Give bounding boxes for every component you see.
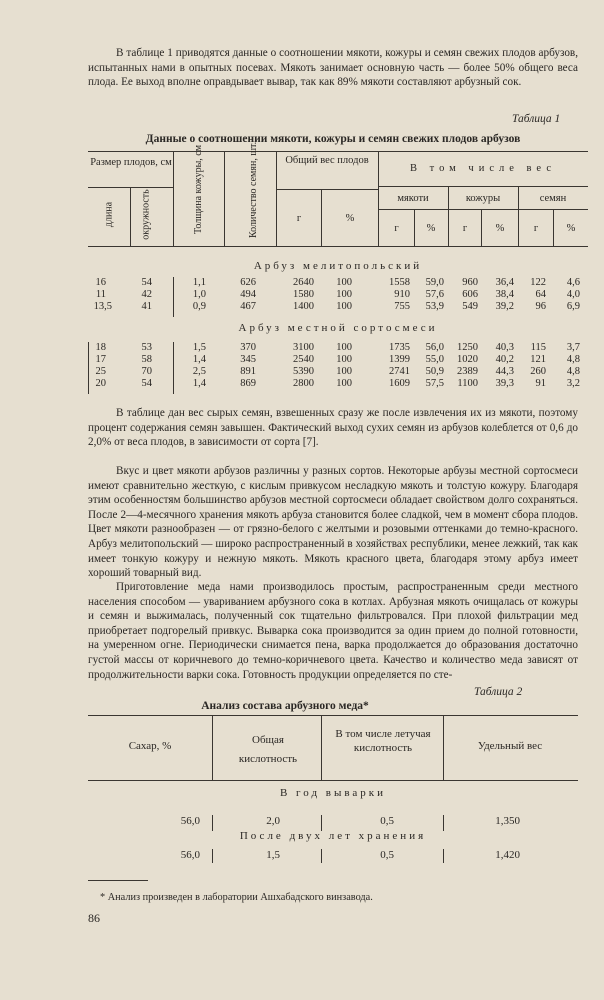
table-row: 20 54 1,4 869 2800 100 1609 57,5 1100 39,3 91 3,2 (95, 378, 580, 389)
table-row: 17 58 1,4 345 2540 100 1399 55,0 1020 40,2 121 4,8 (95, 354, 580, 365)
page-number: 86 (88, 911, 100, 925)
table-row: 13,5 41 0,9 467 1400 100 755 53,9 549 39,2 96 6,9 (93, 301, 580, 312)
table2-header-rule (88, 780, 578, 781)
table1 (88, 141, 588, 392)
table1-header-rule (88, 246, 588, 247)
table1-section-local: Арбуз местной сортосмеси (238, 322, 438, 334)
footnote: * Анализ произведен в лаборатории Ашхабадского винзавода. (100, 892, 373, 903)
table1-header-seed-count: Количество семян, шт. (248, 141, 259, 238)
paragraph-taste: Вкус и цвет мякоти арбузов различны у разных сортов. Некоторые арбузы местной сортосмеси имеют сравнительно жесткую, с кислым привкусом несладкую мякоть и толстую кожуру. Благодаря этим особенностям большинство арбузов местной сортосмеси обладает свойством долго сохраняться. После 2—4-месячного хранения мякоть арбуза становится более сладкой, чем в момент сбора плодов. Цвет мякоти разнообразен — от грязно-белого с желтыми и розовыми оттенками до темно-красного. Арбуз мелитопольский — широко распространенный в хозяйствах республики, менее лежкий, так как имеет тонкую кожуру и нежную мякоть. Мякоть красного цвета, благодаря этому арбуз имеет хороший товарный вид. (88, 465, 578, 580)
table1-section-melitopol: Арбуз мелитопольский (253, 260, 423, 272)
paragraph-intro: В таблице 1 приводятся данные о соотношении мякоти, кожуры и семян свежих плодов арбузов, испытанных нами в опытных посевах. Мякоть занимает основную часть — более 50% общего веса плода. Ее выход вполне оправдывает вывар, так как 89% мякоти составляют арбузный сок. (88, 47, 578, 89)
table2-header-total-acidity: Общая кислотность (238, 734, 298, 765)
table1-header-size: Размер плодов, см (90, 157, 172, 168)
table2-section-two-years: После двух лет хранения (239, 830, 427, 842)
table2-top-rule (88, 715, 578, 716)
table1-header-seeds: семян (539, 193, 567, 204)
table1-title: Данные о соотношении мякоти, кожуры и семян свежих плодов арбузов (145, 133, 521, 145)
unit-g: г (462, 223, 468, 234)
unit-g: г (296, 213, 302, 224)
table2-header-density: Удельный вес (477, 740, 543, 752)
table-row: 18 53 1,5 370 3100 100 1735 56,0 1250 40,3 115 3,7 (95, 342, 580, 353)
unit-pct: % (566, 223, 576, 234)
table1-header-length: длина (103, 201, 115, 228)
table1-label: Таблица 1 (512, 113, 561, 125)
table1-top-rule (88, 151, 588, 152)
table-row: 16 54 1,1 626 2640 100 1558 59,0 960 36,4 122 4,6 (95, 277, 580, 288)
table2-label: Таблица 2 (474, 686, 523, 698)
table1-header-girth: окружность (140, 189, 152, 240)
table1-header-thickness: Толщина кожуры, см (193, 144, 204, 234)
table2-title: Анализ состава арбузного меда* (201, 700, 369, 712)
table2-section-year: В год выварки (279, 787, 387, 799)
table1-header-pulp: мякоти (397, 193, 429, 204)
table1-header-rind: кожуры (465, 193, 501, 204)
table2 (88, 715, 588, 865)
unit-pct: % (345, 213, 355, 224)
unit-pct: % (495, 223, 505, 234)
paragraph-honey: Приготовление меда нами производилось простым, распространенным среди местного населения способом — увариванием арбузного сока в котлах. Арбузная мякоть очищалась от кожуры и семян и выжималась, полученный сок тщательно фильтровался. При плохой фильтрации мед приобретает подгорелый привкус. Выварка сока производится за один прием до полной готовности, на умеренном огне. Периодически снимается пена, варка продолжается до образования достаточно густой массы от коричневого до темно-коричневого цвета. Качество и количество меда зависят от продолжительности варки сока. Готовность продукции определяется по сте- (88, 581, 578, 681)
table-row: 56,0 2,0 0,5 1,350 (180, 815, 520, 827)
table2-header-sugar: Сахар, % (128, 740, 172, 752)
unit-g: г (394, 223, 399, 234)
unit-pct: % (426, 223, 436, 234)
table2-header-volatile-acidity: В том числе летучая кислотность (335, 728, 431, 754)
footnote-rule (88, 880, 148, 881)
table1-header-including: В том числе вес (410, 163, 556, 174)
unit-g: г (533, 223, 539, 234)
table-row: 11 42 1,0 494 1580 100 910 57,6 606 38,4 64 4,0 (95, 289, 580, 300)
table1-header-total-weight: Общий вес плодов (285, 155, 369, 166)
table-row: 25 70 2,5 891 5390 100 2741 50,9 2389 44,3 260 4,8 (95, 366, 580, 377)
table-row: 56,0 1,5 0,5 1,420 (180, 849, 520, 861)
paragraph-seeds: В таблице дан вес сырых семян, взвешенных сразу же после извлечения их из мякоти, поэтому процент содержания семян завышен. Фактический выход сухих семян из арбузов колеблется от 0,6 до 2,0% от веса плодов, в зависимости от сорта [7]. (88, 407, 578, 449)
